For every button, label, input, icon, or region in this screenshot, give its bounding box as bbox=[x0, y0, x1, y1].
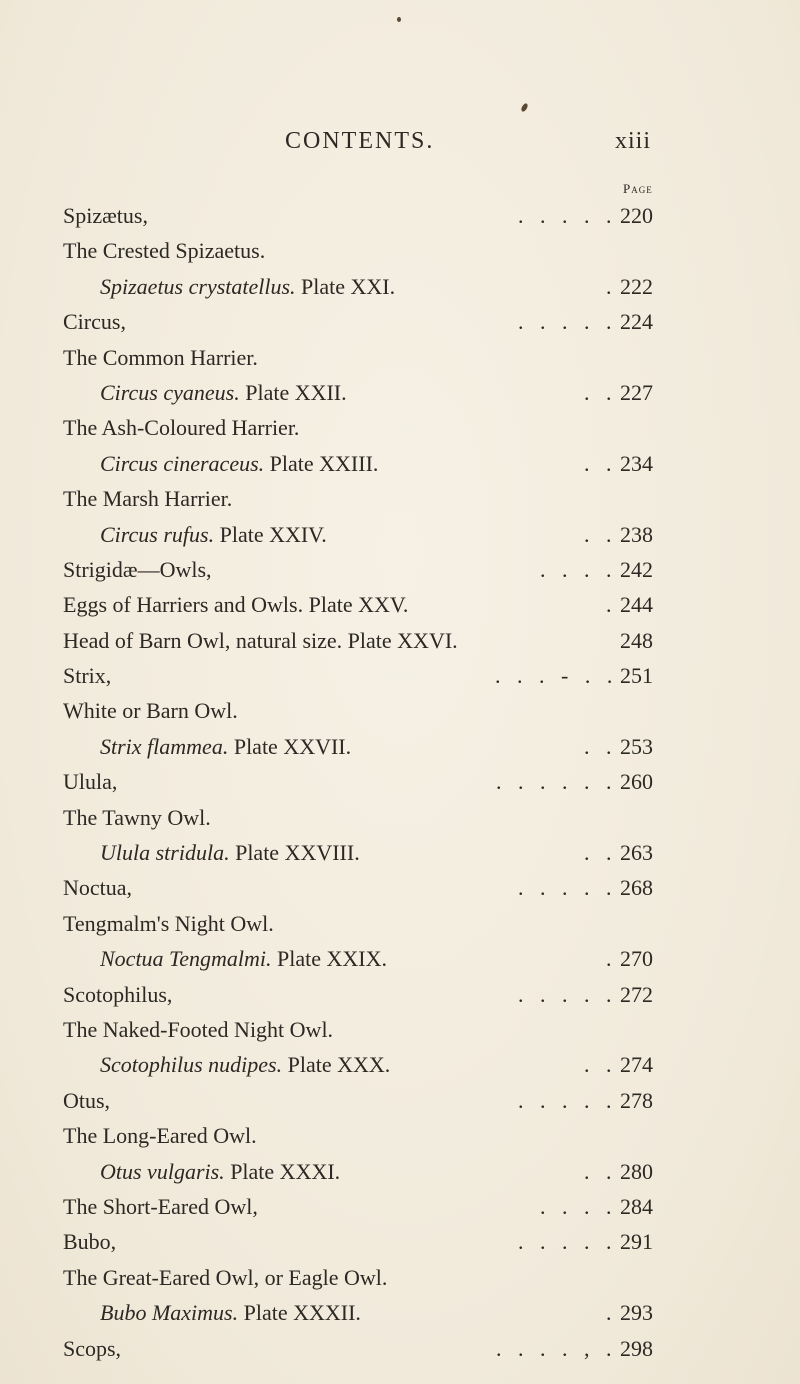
entry-title bbox=[63, 764, 117, 799]
entry-text: Ulula, bbox=[63, 769, 118, 795]
plate-reference: Plate XXIV. bbox=[214, 521, 327, 547]
entry-title bbox=[63, 304, 126, 339]
toc-entry bbox=[0, 941, 800, 976]
entry-title bbox=[63, 552, 212, 587]
entry-text: Noctua, bbox=[63, 875, 133, 901]
entry-text: Bubo, bbox=[63, 1229, 117, 1255]
entry-title bbox=[63, 1118, 257, 1153]
entry-title bbox=[63, 198, 148, 233]
scientific-name: Noctua Tengmalmi. bbox=[100, 946, 272, 972]
toc-entry bbox=[0, 1331, 800, 1366]
page-reference: 268 bbox=[620, 875, 653, 901]
toc-entry bbox=[0, 729, 800, 764]
dot-leader: . . . . bbox=[540, 1193, 612, 1219]
dot-leader: . bbox=[606, 273, 612, 299]
scientific-name: Circus cineraceus. bbox=[100, 450, 265, 476]
dot-leader: . . . . . . bbox=[496, 769, 612, 795]
dot-leader: . . . . . bbox=[518, 309, 612, 335]
page-reference: 244 bbox=[620, 592, 653, 618]
toc-entry bbox=[0, 835, 800, 870]
page-reference: 224 bbox=[620, 309, 653, 335]
scientific-name: Otus vulgaris. bbox=[100, 1158, 225, 1184]
dot-leader: . . . . . bbox=[518, 1229, 612, 1255]
toc-entry bbox=[0, 410, 800, 445]
page-reference: 280 bbox=[620, 1158, 653, 1184]
entry-title bbox=[100, 375, 347, 410]
toc-entry bbox=[0, 977, 800, 1012]
entry-title bbox=[100, 941, 387, 976]
entry-title bbox=[63, 410, 299, 445]
entry-title bbox=[63, 1224, 116, 1259]
entry-text: The Tawny Owl. bbox=[63, 804, 211, 830]
plate-reference: Plate XXVII. bbox=[228, 733, 352, 759]
dot-leader: . . . . . bbox=[518, 875, 612, 901]
entry-text: The Common Harrier. bbox=[63, 344, 258, 370]
dot-leader: . . . - . . bbox=[495, 663, 613, 689]
entry-text: Scotophilus, bbox=[63, 981, 173, 1007]
entry-title bbox=[63, 977, 172, 1012]
dot-leader: . bbox=[606, 1300, 612, 1326]
entry-title bbox=[100, 1154, 340, 1189]
scientific-name: Bubo Maximus. bbox=[100, 1300, 239, 1326]
scientific-name: Ulula stridula. bbox=[100, 840, 230, 866]
page-reference: 227 bbox=[620, 379, 653, 405]
entry-text: Strigidæ—Owls, bbox=[63, 556, 212, 582]
page-reference: 291 bbox=[620, 1229, 653, 1255]
entry-title bbox=[100, 835, 360, 870]
entry-title bbox=[63, 1189, 258, 1224]
entry-title bbox=[63, 1083, 110, 1118]
entry-title bbox=[100, 1295, 361, 1330]
toc-entry bbox=[0, 587, 800, 622]
entry-title bbox=[63, 693, 238, 728]
page-reference: 272 bbox=[620, 981, 653, 1007]
page-reference: 293 bbox=[620, 1300, 653, 1326]
entry-title bbox=[63, 1012, 333, 1047]
entry-text: The Naked-Footed Night Owl. bbox=[63, 1016, 334, 1042]
scientific-name: Spizaetus crystatellus. bbox=[100, 273, 296, 299]
toc-entry bbox=[0, 870, 800, 905]
entry-title bbox=[63, 800, 211, 835]
plate-reference: Plate XXX. bbox=[282, 1052, 391, 1078]
entry-text: The Great-Eared Owl, or Eagle Owl. bbox=[63, 1264, 388, 1290]
entry-title bbox=[100, 517, 327, 552]
toc-entry bbox=[0, 1047, 800, 1082]
toc-entry bbox=[0, 517, 800, 552]
dot-leader: . . . . bbox=[540, 556, 612, 582]
dot-leader: . . . . . bbox=[518, 203, 612, 228]
entry-text: Scops, bbox=[63, 1335, 122, 1361]
entry-text: The Short-Eared Owl, bbox=[63, 1193, 258, 1219]
toc-entry bbox=[0, 1260, 800, 1295]
page-reference: 222 bbox=[620, 273, 653, 299]
page-reference: 242 bbox=[620, 556, 653, 582]
plate-reference: Plate XXXI. bbox=[224, 1158, 341, 1184]
toc-entry bbox=[0, 658, 800, 693]
dot-leader: . . bbox=[584, 840, 612, 866]
plate-reference: Plate XXIII. bbox=[264, 450, 379, 476]
entry-text: The Long-Eared Owl. bbox=[63, 1123, 257, 1149]
toc-entry bbox=[0, 906, 800, 941]
toc-entry bbox=[0, 623, 800, 658]
toc-entry bbox=[0, 1295, 800, 1330]
entry-title bbox=[100, 729, 351, 764]
page-reference: 260 bbox=[620, 769, 653, 795]
page-column-label: Page bbox=[623, 181, 653, 196]
toc-entry bbox=[0, 1224, 800, 1259]
dot-leader: . . bbox=[584, 521, 612, 547]
entry-title bbox=[63, 1260, 387, 1295]
toc-entry bbox=[0, 198, 800, 233]
page-reference: 298 bbox=[620, 1335, 653, 1361]
toc-entry bbox=[0, 269, 800, 304]
toc-entry bbox=[0, 1189, 800, 1224]
plate-reference: Plate XXI. bbox=[295, 273, 396, 299]
page-reference: 274 bbox=[620, 1052, 653, 1078]
dot-leader: . . . . , . bbox=[496, 1335, 612, 1361]
page-reference: 220 bbox=[620, 203, 653, 228]
toc-entry bbox=[0, 1012, 800, 1047]
page-reference: 238 bbox=[620, 521, 653, 547]
entry-text: White or Barn Owl. bbox=[63, 698, 238, 724]
entry-title bbox=[100, 1047, 390, 1082]
entry-title bbox=[100, 446, 378, 481]
entry-text: Head of Barn Owl, natural size. Plate XXVI. bbox=[63, 627, 458, 653]
entry-title bbox=[63, 870, 132, 905]
entry-title bbox=[63, 906, 274, 941]
scientific-name: Circus cyaneus. bbox=[100, 379, 240, 405]
entry-text: The Crested Spizaetus. bbox=[63, 238, 266, 264]
scientific-name: Circus rufus. bbox=[100, 521, 215, 547]
toc-entry bbox=[0, 481, 800, 516]
plate-reference: Plate XXXII. bbox=[238, 1300, 361, 1326]
toc-entry bbox=[0, 693, 800, 728]
scientific-name: Scotophilus nudipes. bbox=[100, 1052, 283, 1078]
entry-text: Tengmalm's Night Owl. bbox=[63, 910, 274, 936]
entry-title bbox=[63, 658, 111, 693]
entry-text: Otus, bbox=[63, 1087, 111, 1113]
entry-text: The Marsh Harrier. bbox=[63, 486, 233, 512]
entry-text: Eggs of Harriers and Owls. Plate XXV. bbox=[63, 592, 409, 618]
page-reference: 253 bbox=[620, 733, 653, 759]
dot-leader: . . bbox=[584, 1052, 612, 1078]
entry-title bbox=[63, 340, 258, 375]
entry-title bbox=[63, 1331, 121, 1366]
page-reference: 270 bbox=[620, 946, 653, 972]
ink-speck bbox=[520, 102, 529, 112]
toc-entry bbox=[0, 1083, 800, 1118]
toc-entry bbox=[0, 1154, 800, 1189]
page-reference: 248 bbox=[620, 627, 653, 653]
dot-leader: . . bbox=[584, 450, 612, 476]
toc-entry bbox=[0, 340, 800, 375]
dot-leader: . . bbox=[584, 733, 612, 759]
entry-title bbox=[63, 623, 458, 658]
dot-leader: . . bbox=[584, 379, 612, 405]
entry-text: The Ash-Coloured Harrier. bbox=[63, 415, 300, 441]
plate-reference: Plate XXIX. bbox=[271, 946, 388, 972]
toc-entry bbox=[0, 764, 800, 799]
toc-entry bbox=[0, 446, 800, 481]
dot-leader: . . bbox=[584, 1158, 612, 1184]
dot-leader: . bbox=[606, 946, 612, 972]
toc-entry bbox=[0, 800, 800, 835]
entry-text: Spizætus, bbox=[63, 203, 148, 228]
toc-entry bbox=[0, 304, 800, 339]
entry-title bbox=[100, 269, 395, 304]
page-reference: 284 bbox=[620, 1193, 653, 1219]
ink-speck bbox=[397, 17, 401, 22]
entry-title bbox=[63, 481, 232, 516]
table-of-contents bbox=[0, 198, 800, 1366]
page-reference: 263 bbox=[620, 840, 653, 866]
plate-reference: Plate XXVIII. bbox=[229, 840, 360, 866]
entry-text: Strix, bbox=[63, 663, 112, 689]
page-reference: 278 bbox=[620, 1087, 653, 1113]
entry-title bbox=[63, 587, 408, 622]
entry-text: Circus, bbox=[63, 309, 126, 335]
toc-entry bbox=[0, 1118, 800, 1153]
toc-entry bbox=[0, 233, 800, 268]
dot-leader: . . . . . bbox=[518, 1087, 612, 1113]
entry-title bbox=[63, 233, 265, 268]
toc-entry bbox=[0, 552, 800, 587]
dot-leader: . . . . . bbox=[518, 981, 612, 1007]
page-number: xiii bbox=[615, 128, 652, 154]
page-reference: 251 bbox=[620, 663, 653, 689]
plate-reference: Plate XXII. bbox=[239, 379, 347, 405]
page-reference: 234 bbox=[620, 450, 653, 476]
toc-entry bbox=[0, 375, 800, 410]
scientific-name: Strix flammea. bbox=[100, 733, 229, 759]
dot-leader: . bbox=[606, 592, 612, 618]
page-title: CONTENTS. bbox=[285, 128, 435, 154]
